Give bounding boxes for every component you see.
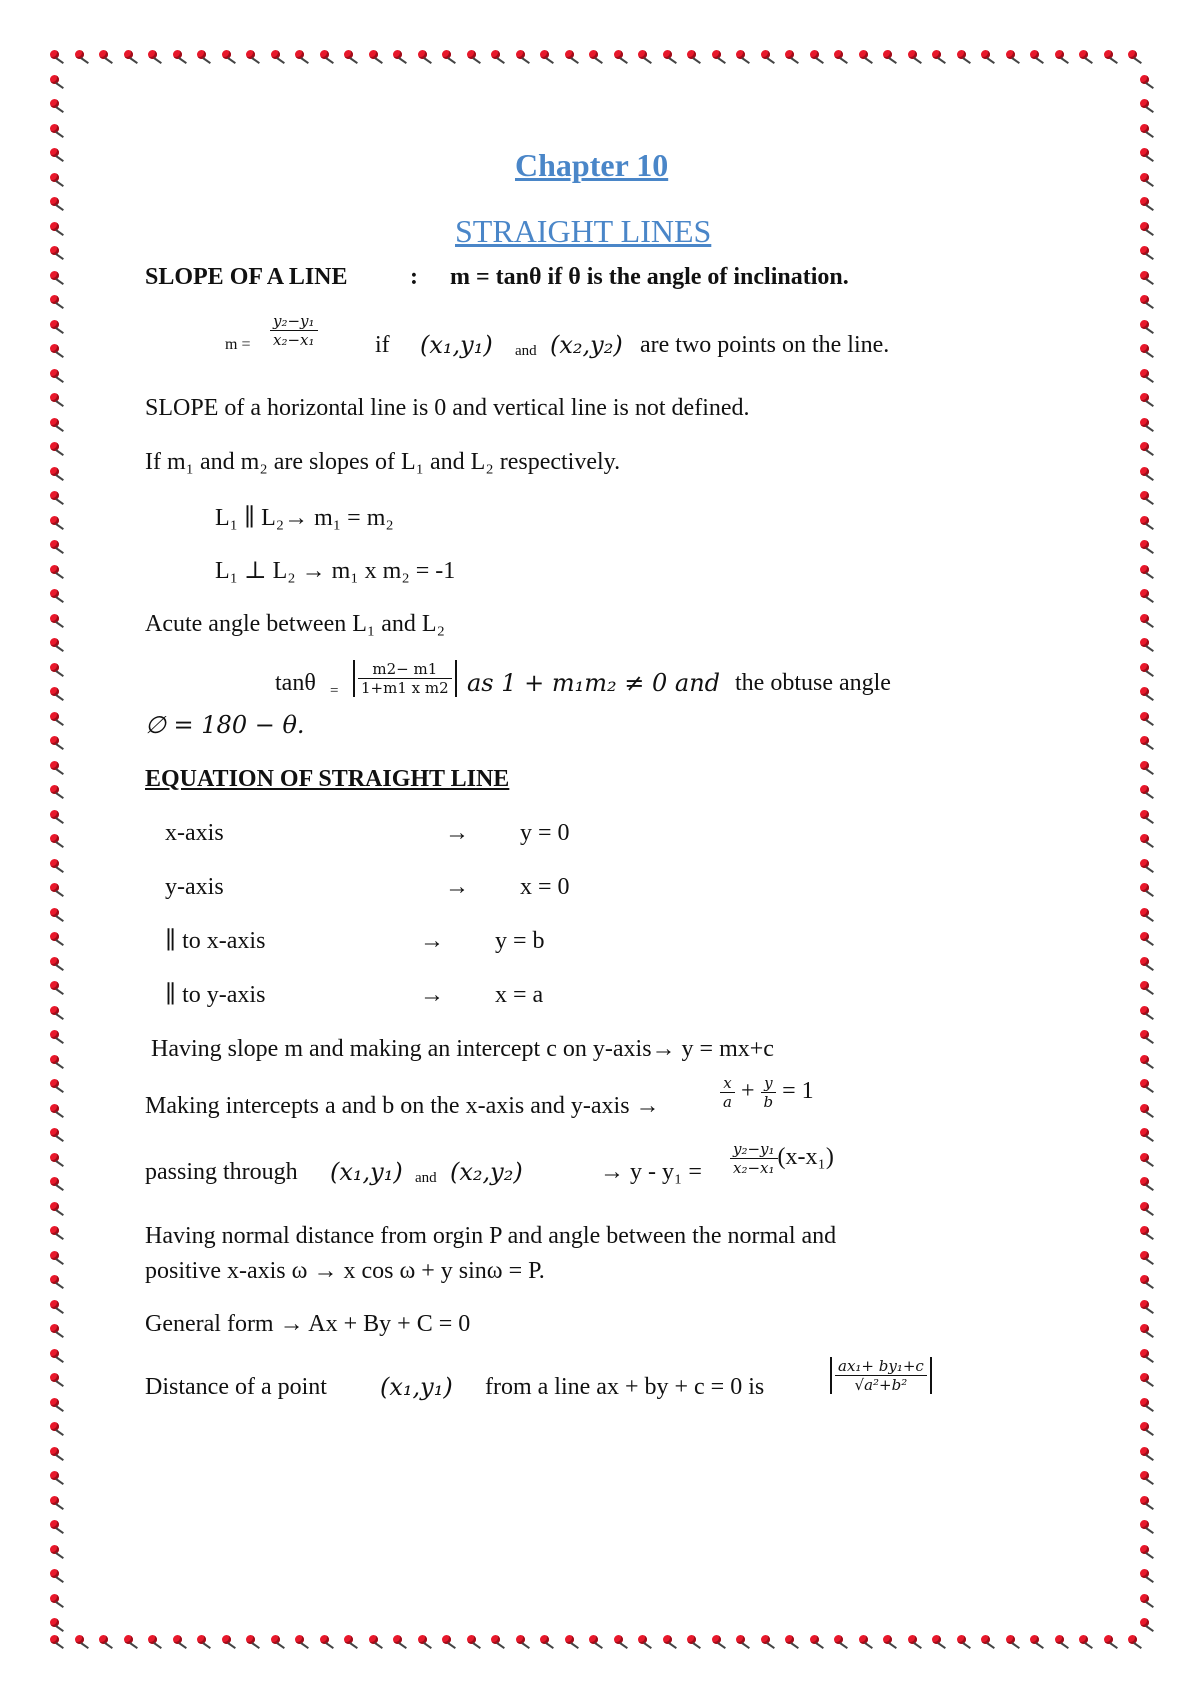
row-arrow: → [445,820,469,846]
obtuse-label: the obtuse angle [735,670,891,696]
normal-form-line1: Having normal distance from orgin P and angle between the normal and [145,1223,837,1249]
chapter-title: STRAIGHT LINES [455,213,712,249]
slope-if: if [375,332,390,358]
row-right: x = 0 [520,874,570,900]
row-left: ∥ to y-axis [165,982,266,1008]
row-arrow: → [445,874,469,900]
row-left: x-axis [165,820,224,846]
chapter-heading: Chapter 10 [515,147,669,183]
distance-point: (x₁,y₁) [380,1373,453,1401]
two-point-tail: (x-x₁) [777,1144,834,1171]
intercept-form-text: Making intercepts a and b on the x-axis and y-axis → [145,1093,660,1119]
row-arrow: → [420,982,444,1008]
tan-frac-num: m2− m1 [358,660,452,679]
slope-intercept-form: Having slope m and making an intercept c on y-axis→ y = mx+c [151,1036,774,1062]
tan-frac-den: 1+m1 x m2 [361,679,449,697]
slope-definition: m = tanθ if θ is the angle of inclination. [450,264,849,290]
distance-num: ax₁+ by₁+c [835,1357,927,1376]
row-left: ∥ to x-axis [165,928,266,954]
slope-point1: (x₁,y₁) [420,331,493,359]
two-point-den: x₂−x₁ [733,1159,775,1177]
slope-point2: (x₂,y₂) [550,331,623,359]
row-arrow: → [420,928,444,954]
tan-label: tanθ [275,670,316,696]
distance-text: Distance of a point [145,1374,327,1400]
distance-mid: from a line ax + by + c = 0 is [485,1374,765,1400]
int-y-num: y [761,1074,777,1093]
row-right: y = 0 [520,820,570,846]
distance-formula [830,1357,932,1394]
int-y-den: b [763,1093,774,1111]
slope-fraction [270,312,318,349]
tan-condition: as 1 + m₁m₂ ≠ 0 and [467,669,721,697]
slope-frac-den: x₂−x₁ [273,331,315,349]
row-right: y = b [495,928,545,954]
int-x-den: a [723,1093,732,1111]
int-plus: + [740,1078,755,1105]
slope-sep: : [410,264,418,290]
two-point-num: y₂−y₁ [730,1140,778,1159]
two-point-and: and [415,1170,437,1186]
equation-heading: EQUATION OF STRAIGHT LINE [145,766,510,792]
normal-form-line2: positive x-axis ω → x cos ω + y sinω = P. [145,1258,545,1284]
slope-m-equals: m = [225,336,251,353]
int-x-num: x [720,1074,735,1093]
parallel-condition: L₁ ∥ L₂→ m₁ = m₂ [215,505,394,531]
two-point-text: passing through [145,1159,298,1185]
slope-label: SLOPE OF A LINE [145,264,348,290]
two-point-arrow: → y - y₁ = [600,1159,702,1185]
perpendicular-condition: L₁ ⊥ L₂ → m₁ x m₂ = -1 [215,558,456,584]
int-equals: = 1 [782,1078,814,1105]
two-point-formula [730,1140,834,1177]
distance-den: √a²+b² [854,1376,908,1394]
tan-fraction [353,660,457,697]
two-point-p1: (x₁,y₁) [330,1158,403,1186]
acute-angle-label: Acute angle between L₁ and L₂ [145,611,445,637]
slope-frac-num: y₂−y₁ [270,312,318,331]
obtuse-formula: ∅ = 180 − θ. [145,711,305,739]
slope-and: and [515,343,537,359]
row-right: x = a [495,982,544,1008]
row-left: y-axis [165,874,224,900]
tan-equals: = [330,683,339,699]
intercept-form-formula [720,1074,814,1111]
general-form: General form → Ax + By + C = 0 [145,1311,471,1337]
slopes-statement: If m₁ and m₂ are slopes of L₁ and L₂ respectively. [145,449,621,475]
two-point-p2: (x₂,y₂) [450,1158,523,1186]
slope-horizontal-note: SLOPE of a horizontal line is 0 and vertical line is not defined. [145,395,750,421]
slope-tail: are two points on the line. [640,332,890,358]
